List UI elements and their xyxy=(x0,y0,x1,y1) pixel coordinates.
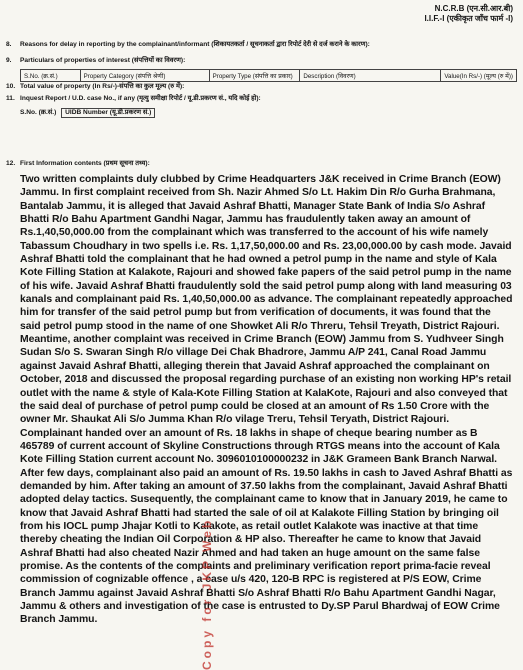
item-11-fields xyxy=(20,108,155,118)
item-12-number: 12. xyxy=(6,160,16,167)
form-header-iif: I.I.F.-I (एकीकृत जाँच फार्म -I) xyxy=(424,14,513,23)
item-9 xyxy=(6,57,185,65)
property-col-sno: S.No. (क्र.सं.) xyxy=(21,70,81,82)
property-col-description: Description (विवरण) xyxy=(300,70,441,82)
fir-contents xyxy=(20,173,514,627)
property-col-value: Value(In Rs/-) (मूल्य (रु में)) xyxy=(441,70,517,82)
item-9-number: 9. xyxy=(6,57,12,64)
item-10-number: 10. xyxy=(6,83,16,90)
item-12-label: First Information contents (प्रथम सूचना तथ्य): xyxy=(20,160,150,167)
item-8 xyxy=(6,41,370,49)
property-col-type: Property Type (संपत्ति का प्रकार) xyxy=(209,70,300,82)
item-8-label: Reasons for delay in reporting by the complainant/informant (शिकायतकर्ता / सूचनाकर्ता द्वारा रिपोर्ट देरी से दर्ज कराने के कारण): xyxy=(20,41,370,48)
form-header-ncrb: N.C.R.B (एन.सी.आर.बी) xyxy=(434,4,513,13)
form-header xyxy=(424,4,513,24)
property-col-category: Property Category (संपत्ति श्रेणी) xyxy=(80,70,209,82)
property-table xyxy=(20,69,517,82)
item-10-label: Total value of property (In Rs/-)-संपत्ति का कुल मूल्य (रु में): xyxy=(20,83,185,90)
item-8-number: 8. xyxy=(6,41,12,48)
item-9-label: Particulars of properties of interest (संपत्तियों का विवरण): xyxy=(20,57,186,64)
property-table-header-row xyxy=(21,70,517,82)
item-11-number: 11. xyxy=(6,95,15,102)
item-10 xyxy=(6,83,184,91)
fir-paragraph: Two written complaints duly clubbed by Crime Headquarters J&K received in Crime Branch (EOW) Jammu. In first complaint received from Sh. Nazir Ahmed S/o Lt. Hakim Din R/o Gurha Brahmana, Bantalab Jammu, it is alleged that Javaid Ashraf Bhatti, Manager State Bank of India S/o Ashraf Bhatti R/o Bahu Apartment Gandhi Nagar, Jammu has fraudulently taken away an amount of Rs.1,40,50,000.00 from the complainant which was transferred to the account of his wife namely Tabassum Choudhary in two spells i.e. Rs. 1,17,50,000.00 and Rs. 23,00,000.00 by cash mode. Javaid Ashraf Bhatti told the complainant that he had owned a petrol pump in the name and style of Kala Kote Filling Station at Kalakote, Rajouri and showed fake papers of the said petrol pump in the name of his wife. Javaid Ashraf Bhatti fraudulently sold the said petrol pump along with land measuring 03 kanals and complainant paid Rs. 1,40,50,000.00 as advance. The complainant repeatedly approached him for transfer of the said petrol pump but from verification of documents, it was found that the said petrol pump stood in the name of one Showket Ali R/o Threru, Tehsil Treyath, District Rajouri. Meantime, another complaint was received in Crime Branch (EOW) Jammu from S. Yudhveer Singh Sudan S/o S. Swaran Singh R/o village Dei Chak Bhadrore, Jammu A/P 241, Canal Road Jammu against Javaid Ashraf Bhatti, alleging therein that Javaid Ashraf approached the complainant on October, 2018 and discussed the proposal regarding purchase of an existing non working HP's retail outlet with the name & style of Kala-Kote Filling Station at KalaKote, Rajouri and also conveyed that the said deal of purchase of petrol pump could be closed at an amount of Rs 1.50 Crore with the owner Mr. Shaukat Ali S/o Jumma Khan R/o vilage Treru, Tehsil Teryath, District Rajouri. Complainant handed over an amount of Rs. 18 lakhs in shape of cheque bearing number as B 465789 of current account of Skyline Constructions through RTGS means into the account of Kala Kote Filling Station current account No. 3096010100000232 in J&K Grameen Bank Branch Narwal. After few days, complainant also paid an amount of Rs. 19.50 lakhs in cash to Javed Ashraf Bhatti as demanded by him. After taking an amount of 37.50 lakhs from the complainant, Javaid Ashraf Bhatti adopted delay tactics. Susequently, the complainant came to know that in January 2019, he came to know that Javaid Ashraf Bhatti had started the sale of oil at Kalakote Filling Station by bringing oil from his IOCL pump Jhajar Kotli to Kalakote, as retail outlet Kalakote was inactive at that time thereby cheating the Indian Oil Corporation & HP also. Thereafter he came to know that Javaid Ashraf Bhatti had also cheated Nazir Ahmed and had taken an huge amount on the same false promise. As the contents of the complaints and preliminary verification report prima-facie reveal commission of cognizable offence , a case u/s 420, 120-B RPC is registered at P/S EOW, Crime Branch Jammu against Javaid Ashraf Bhatti S/o Ashraf Bhatti R/o Bahu Apartment Gandhi Nagar, Jammu & others and investigation of the case is entrusted to Dy.SP Parul Bhardwaj of EOW Crime Branch Jammu. xyxy=(20,174,513,626)
item-12 xyxy=(6,160,150,168)
watermark-stamp: Copy for JKP Web xyxy=(200,517,214,670)
item-11-sno-label: S.No. (क्र.सं.) xyxy=(20,109,57,116)
item-11-label: Inquest Report / U.D. case No., if any (मृत्यु समीक्षा रिपोर्ट / यू.डी.प्रकरण सं., यदि कोई हो): xyxy=(20,95,261,102)
item-11 xyxy=(6,95,261,103)
item-11-uidb-label: UIDB Number (यू.डी.प्रकरण सं.) xyxy=(61,108,155,118)
